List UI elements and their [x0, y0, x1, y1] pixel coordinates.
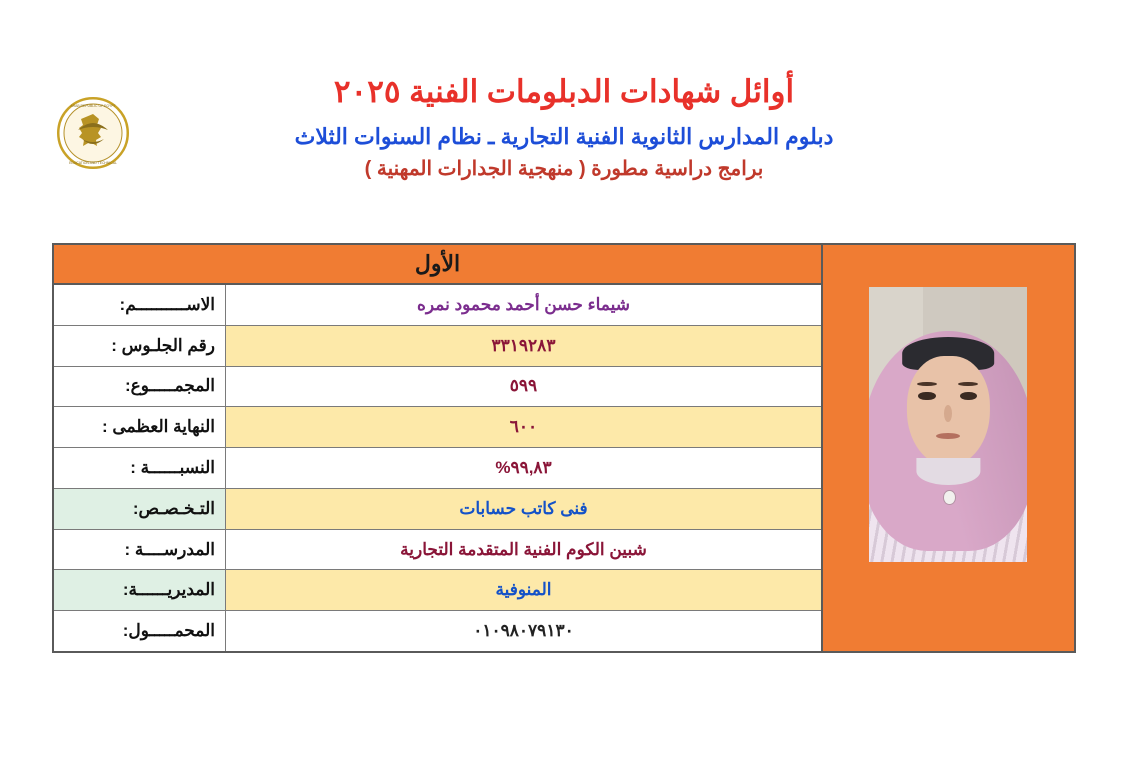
row-label-directorate: المديريــــــة: [54, 570, 226, 610]
row-label-specialization: التـخـصـص: [54, 489, 226, 529]
rank-label: الأول [414, 251, 461, 276]
table-row [54, 326, 821, 367]
table-row [54, 530, 821, 571]
table-row [54, 407, 821, 448]
subtitle-program: برامج دراسية مطورة ( منهجية الجدارات المهنية ) [364, 157, 764, 180]
rank-header [54, 245, 821, 285]
row-label-max-total: النهاية العظمى : [54, 407, 226, 447]
row-value-specialization: فنى كاتب حسابات [226, 489, 821, 529]
svg-text:EDUCATION AND TECHNICAL: EDUCATION AND TECHNICAL [69, 161, 117, 165]
row-label-percentage: النسبــــــة : [54, 448, 226, 488]
row-label-seat-number: رقم الجلـوس : [54, 326, 226, 366]
table-row [54, 611, 821, 651]
svg-text:ARAB REPUBLIC OF EGYPT: ARAB REPUBLIC OF EGYPT [70, 104, 116, 108]
page-title: أوائل شهادات الدبلومات الفنية ٢٠٢٥ [333, 74, 795, 109]
photo-panel [821, 245, 1074, 651]
row-value-mobile: ٠١٠٩٨٠٧٩١٣٠ [226, 611, 821, 651]
table-row [54, 489, 821, 530]
row-value-directorate: المنوفية [226, 570, 821, 610]
row-value-seat-number: ٣٣١٩٢٨٣ [226, 326, 821, 366]
row-value-school: شبين الكوم الفنية المتقدمة التجارية [226, 530, 821, 570]
row-label-school: المدرســــة : [54, 530, 226, 570]
student-card [52, 243, 1076, 653]
row-label-total: المجمـــــوع: [54, 367, 226, 407]
avatar [869, 287, 1027, 562]
row-value-name: شيماء حسن أحمد محمود نمره [226, 285, 821, 325]
table-row [54, 367, 821, 408]
document-header [0, 74, 1128, 181]
row-value-max-total: ٦٠٠ [226, 407, 821, 447]
row-value-total: ٥٩٩ [226, 367, 821, 407]
row-label-mobile: المحمـــــول: [54, 611, 226, 651]
row-label-name: الاســــــــــم: [54, 285, 226, 325]
subtitle-diploma-type: دبلوم المدارس الثانوية الفنية التجارية ـ نظام السنوات الثلاث [294, 123, 834, 149]
table-row [54, 285, 821, 326]
student-data-column [54, 245, 821, 651]
table-row [54, 448, 821, 489]
table-row [54, 570, 821, 611]
row-value-percentage: ٩٩,٨٣% [226, 448, 821, 488]
